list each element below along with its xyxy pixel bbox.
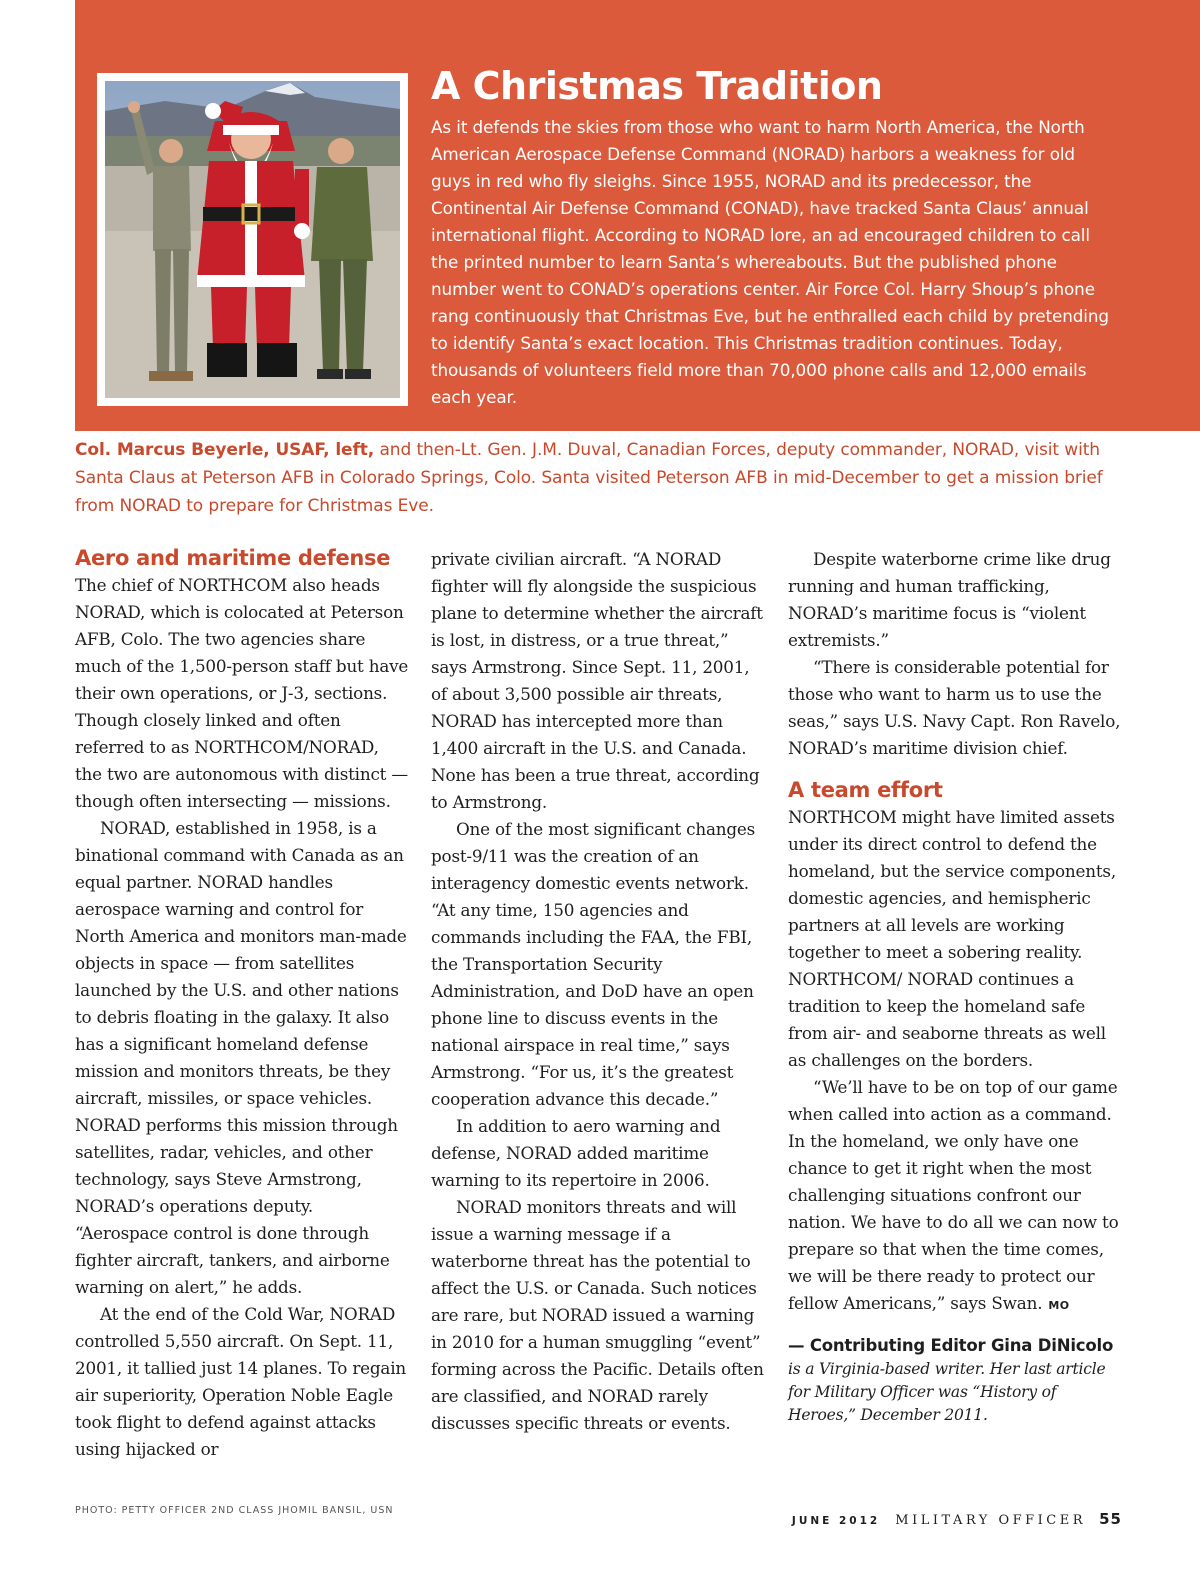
- byline-name: — Contributing Editor Gina DiNicolo: [788, 1336, 1114, 1355]
- photo-credit: PHOTO: PETTY OFFICER 2ND CLASS JHOMIL BANSIL, USN: [75, 1505, 394, 1516]
- caption-text: and then-Lt. Gen. J.M. Duval, Canadian Forces, deputy commander, NORAD, visit with Santa Claus at Peterson AFB in Colorado Springs, Colo. Santa visited Peterson AFB in mid-December to get a mission brief from NORAD to prepare for Christmas Eve.: [75, 440, 1103, 516]
- caption-lead: Col. Marcus Beyerle, USAF, left,: [75, 440, 375, 460]
- paragraph: At the end of the Cold War, NORAD controlled 5,550 aircraft. On Sept. 11, 2001, it tallied just 14 planes. To regain air superiority, Operation Noble Eagle took flight to defend against attacks using hijacked or: [75, 1304, 407, 1459]
- article-column-3: [788, 546, 1128, 1427]
- paragraph: In addition to aero warning and defense, NORAD added maritime warning to its repertoire in 2006.: [431, 1116, 721, 1190]
- paragraph: NORAD monitors threats and will issue a warning message if a waterborne threat has the potential to affect the U.S. or Canada. Such notices are rare, but NORAD issued a warning in 2010 for a human smuggling “event” forming across the Pacific. Details often are classified, and NORAD rarely discusses specific threats or events.: [431, 1197, 764, 1433]
- page-number: 55: [1099, 1510, 1122, 1528]
- sidebar-title: A Christmas Tradition: [431, 64, 883, 108]
- section-heading-team-effort: A team effort: [788, 778, 943, 802]
- issue-date: JUNE 2012: [791, 1515, 881, 1527]
- section-heading-aero-maritime: Aero and maritime defense: [75, 546, 391, 570]
- paragraph: Despite waterborne crime like drug running and human trafficking, NORAD’s maritime focus is “violent extremists.”: [788, 549, 1111, 650]
- paragraph: NORTHCOM might have limited assets under its direct control to defend the homeland, but the service components, domestic agencies, and hemispheric partners at all levels are working together to meet a sobering reality. NORTHCOM/ NORAD continues a tradition to keep the homeland safe from air- and seaborne threats as well as challenges on the borders.: [788, 807, 1116, 1070]
- end-mark: MO: [1048, 1299, 1070, 1312]
- paragraph: The chief of NORTHCOM also heads NORAD, which is colocated at Peterson AFB, Colo. The two agencies share much of the 1,500-person staff but have their own operations, or J-3, sections. Though closely linked and often referred to as NORTHCOM/NORAD, the two are autonomous with distinct — though often intersecting — missions.: [75, 575, 409, 811]
- paragraph-final: [788, 1074, 1128, 1319]
- article-column-2: [431, 546, 769, 1437]
- paragraph: One of the most significant changes post-9/11 was the creation of an interagency domestic events network. “At any time, 150 agencies and commands including the FAA, the FBI, the Transportation Security Administration, and DoD have an open phone line to discuss events in the national airspace in real time,” says Armstrong. “For us, it’s the greatest cooperation advance this decade.”: [431, 819, 756, 1109]
- paragraph: private civilian aircraft. “A NORAD fighter will fly alongside the suspicious plane to determine whether the aircraft is lost, in distress, or a true threat,” says Armstrong. Since Sept. 11, 2001, of about 3,500 possible air threats, NORAD has intercepted more than 1,400 aircraft in the U.S. and Canada. None has been a true threat, according to Armstrong.: [431, 549, 763, 812]
- byline-bio: is a Virginia-based writer. Her last article for Military Officer was “History of Heroes,” December 2011.: [788, 1360, 1106, 1424]
- page-footer: [792, 1509, 1122, 1528]
- paragraph: “There is considerable potential for those who want to harm us to use the seas,” says U.S. Navy Capt. Ron Ravelo, NORAD’s maritime division chief.: [788, 657, 1121, 758]
- author-byline: [788, 1333, 1128, 1427]
- sidebar-intro-text: As it defends the skies from those who want to harm North America, the North American Aerospace Defense Command (NORAD) harbors a weakness for old guys in red who fly sleighs. Since 1955, NORAD and its predecessor, the Continental Air Defense Command (CONAD), have tracked Santa Claus’ annual international flight. According to NORAD lore, an ad encouraged children to call the printed number to learn Santa’s whereabouts. But the published phone number went to CONAD’s operations center. Air Force Col. Harry Shoup’s phone rang continuously that Christmas Eve, but he enthralled each child by pretending to identify Santa’s exact location. This Christmas tradition continues. Today, thousands of volunteers field more than 70,000 phone calls and 12,000 emails each year.: [431, 117, 1109, 407]
- paragraph-text: “We’ll have to be on top of our game when called into action as a command. In the homeland, we only have one chance to get it right when the most challenging situations confront our nation. We have to do all we can now to prepare so that when the time comes, we will be there ready to protect our fellow Americans,” says Swan.: [788, 1077, 1119, 1313]
- article-column-1: [75, 544, 410, 1463]
- santa-photo-illustration: [105, 81, 400, 398]
- magazine-name: MILITARY OFFICER: [895, 1513, 1087, 1528]
- santa-photo: [97, 73, 408, 406]
- photo-caption: [75, 436, 1135, 520]
- paragraph: NORAD, established in 1958, is a binational command with Canada as an equal partner. NORAD handles aerospace warning and control for North America and monitors man-made objects in space — from satellites launched by the U.S. and other nations to debris floating in the galaxy. It also has a significant homeland defense mission and monitors threats, be they aircraft, missiles, or space vehicles. NORAD performs this mission through satellites, radar, vehicles, and other technology, says Steve Armstrong, NORAD’s operations deputy. “Aerospace control is done through fighter aircraft, tankers, and airborne warning on alert,” he adds.: [75, 818, 407, 1297]
